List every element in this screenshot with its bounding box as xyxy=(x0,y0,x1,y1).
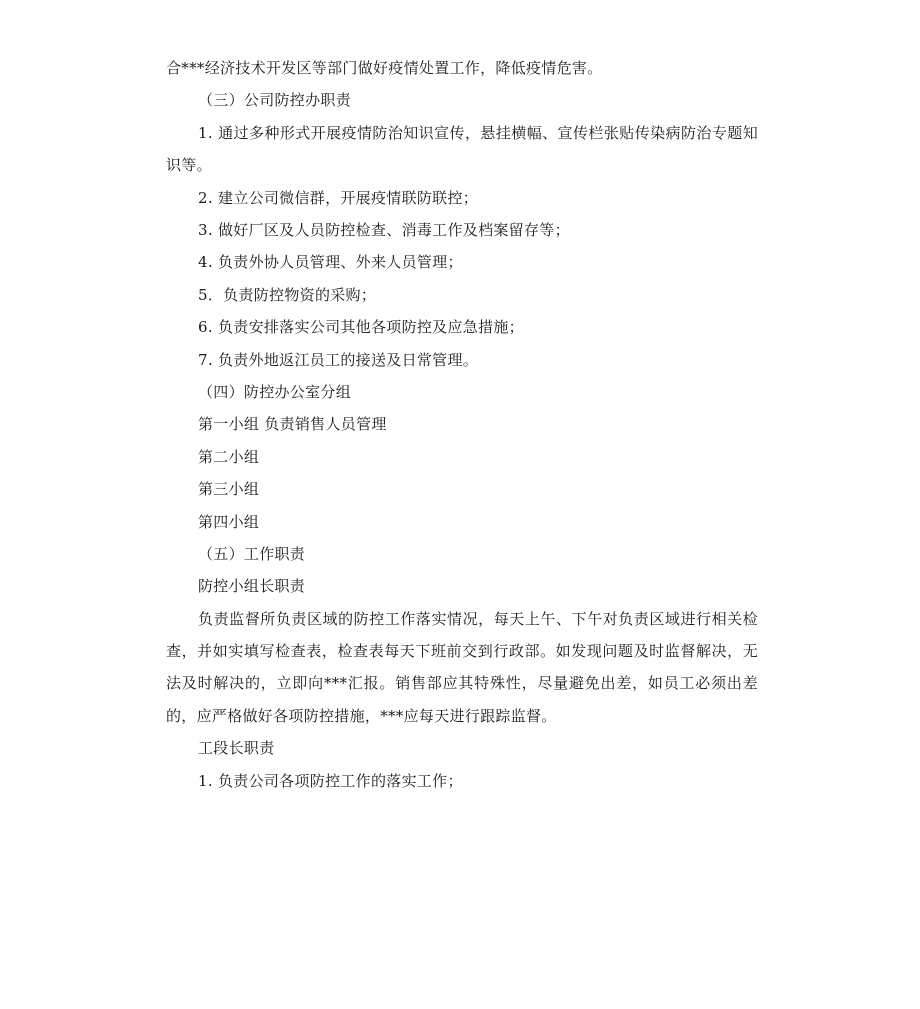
section-heading-4: （四）防控办公室分组 xyxy=(198,382,352,401)
section-heading-5: （五）工作职责 xyxy=(198,544,306,563)
list-item-5: 5．负责防控物资的采购； xyxy=(198,285,377,304)
subheading-leader-duties: 防控小组长职责 xyxy=(198,577,306,596)
leader-duty-paragraph: 负责监督所负责区域的防控工作落实情况，每天上午、下午对负责区域进行相关检查，并如实填写检查表，检查表每天下班前交到行政部。如发现问题及时监督解决，无法及时解决的，立即向***汇报。销售部应其特殊性，尽量避免出差，如员工必须出差的，应严格做好各项防控措施，***应每天进行跟踪监督。 xyxy=(166,609,758,725)
group-4-line: 第四小组 xyxy=(198,512,260,531)
list-item-6: 6. 负责安排落实公司其他各项防控及应急措施； xyxy=(198,318,524,337)
text-line: 合***经济技术开发区等部门做好疫情处置工作，降低疫情危害。 xyxy=(166,59,603,77)
group-1-line: 第一小组 负责销售人员管理 xyxy=(198,415,387,434)
group-2-line: 第二小组 xyxy=(198,447,260,466)
list-item-2: 2. 建立公司微信群，开展疫情联防联控； xyxy=(198,188,479,207)
section-heading-3: （三）公司防控办职责 xyxy=(198,91,352,110)
chief-duty-item-1: 1. 负责公司各项防控工作的落实工作； xyxy=(198,771,463,790)
document-body xyxy=(166,52,758,797)
list-item-7: 7. 负责外地返江员工的接送及日常管理。 xyxy=(198,350,479,369)
subheading-section-chief-duties: 工段长职责 xyxy=(198,739,275,758)
group-3-line: 第三小组 xyxy=(198,480,260,499)
list-item-4: 4. 负责外协人员管理、外来人员管理； xyxy=(198,253,463,272)
list-item-3: 3. 做好厂区及人员防控检查、消毒工作及档案留存等； xyxy=(198,220,570,239)
list-item-1: 1. 通过多种形式开展疫情防治知识宣传，悬挂横幅、宣传栏张贴传染病防治专题知识等。 xyxy=(166,123,758,175)
